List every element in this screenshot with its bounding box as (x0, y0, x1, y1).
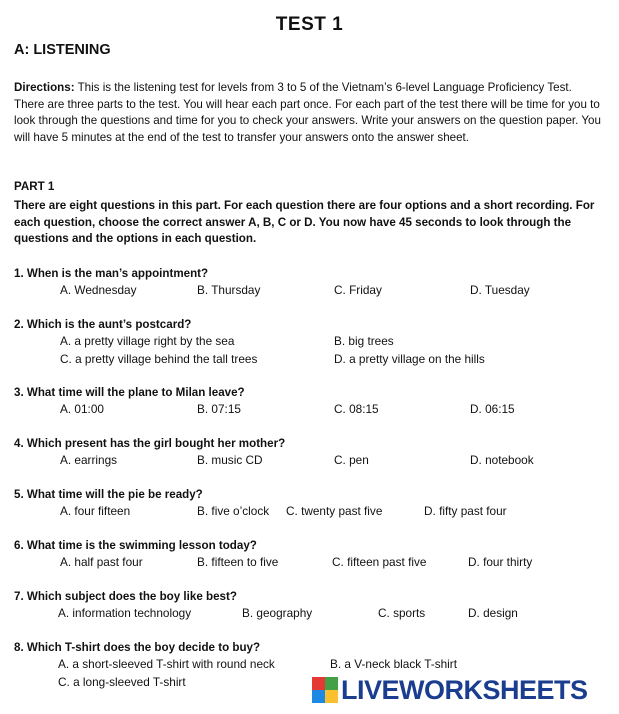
option-c[interactable]: C. a pretty village behind the tall trees (60, 352, 258, 366)
option-d[interactable]: D. design (468, 606, 518, 620)
liveworksheets-logo (312, 676, 588, 704)
logo-square-green (325, 677, 338, 690)
option-c[interactable]: C. fifteen past five (332, 555, 427, 569)
option-b[interactable]: B. geography (242, 606, 313, 620)
question-7 (14, 588, 614, 623)
option-d[interactable]: D. Tuesday (470, 283, 530, 297)
option-a[interactable]: A. 01:00 (60, 402, 104, 416)
option-d[interactable]: D. notebook (470, 453, 534, 467)
question-3 (14, 384, 614, 419)
option-row (14, 554, 614, 572)
option-c[interactable]: C. pen (334, 453, 369, 467)
logo-square-yellow (325, 690, 338, 703)
option-row (14, 656, 614, 674)
question-text: 4. Which present has the girl bought her mother? (14, 437, 286, 450)
option-b[interactable]: B. Thursday (197, 283, 261, 297)
section-heading: A: LISTENING (14, 42, 111, 58)
option-c[interactable]: C. twenty past five (286, 504, 383, 518)
option-a[interactable]: A. information technology (58, 606, 192, 620)
option-b[interactable]: B. fifteen to five (197, 555, 279, 569)
question-5 (14, 486, 614, 521)
option-c[interactable]: C. sports (378, 606, 426, 620)
option-a[interactable]: A. earrings (60, 453, 118, 467)
option-b[interactable]: B. 07:15 (197, 402, 241, 416)
test-title: TEST 1 (275, 14, 344, 35)
option-d[interactable]: D. a pretty village on the hills (334, 352, 485, 366)
directions-label: Directions: (14, 81, 75, 94)
question-text: 6. What time is the swimming lesson today? (14, 539, 257, 552)
option-d[interactable]: D. fifty past four (424, 504, 507, 518)
option-row (14, 452, 614, 470)
option-row (14, 605, 614, 623)
option-row (14, 401, 614, 419)
option-d[interactable]: D. 06:15 (470, 402, 515, 416)
option-d[interactable]: D. four thirty (468, 555, 533, 569)
option-c[interactable]: C. Friday (334, 283, 382, 297)
directions-text: This is the listening test for levels from 3 to 5 of the Vietnam’s 6-level Language Proficiency Test. There are three parts to the test. You will hear each part once. For each part of the test there will be time for you to look through the questions and time for you to check your answers. Write your answers on the question paper. You will have 5 minutes at the end of the test to transfer your answers onto the answer sheet. (14, 81, 601, 144)
liveworksheets-logo-icon (312, 677, 338, 703)
option-a[interactable]: A. half past four (60, 555, 143, 569)
option-row (14, 351, 614, 369)
liveworksheets-logo-text: LIVEWORKSHEETS (341, 675, 588, 705)
question-text: 1. When is the man’s appointment? (14, 267, 209, 280)
option-row (14, 503, 614, 521)
question-text: 7. Which subject does the boy like best? (14, 590, 237, 603)
question-text: 5. What time will the pie be ready? (14, 488, 203, 501)
option-a[interactable]: A. a pretty village right by the sea (60, 334, 235, 348)
option-a[interactable]: A. a short-sleeved T-shirt with round neck (58, 657, 275, 671)
question-6 (14, 537, 614, 572)
option-row (14, 282, 614, 300)
option-a[interactable]: A. Wednesday (60, 283, 137, 297)
question-text: 2. Which is the aunt’s postcard? (14, 318, 192, 331)
logo-square-blue (312, 690, 325, 703)
option-a[interactable]: A. four fifteen (60, 504, 131, 518)
option-c[interactable]: C. 08:15 (334, 402, 379, 416)
part-intro: There are eight questions in this part. For each question there are four options and a short recording. For each question, choose the correct answer A, B, C or D. You now have 45 seconds to look through the questions and the options in each question. (14, 199, 595, 246)
question-2 (14, 316, 614, 369)
part-title: PART 1 (14, 180, 55, 193)
option-b[interactable]: B. big trees (334, 334, 394, 348)
question-text: 8. Which T-shirt does the boy decide to buy? (14, 641, 261, 654)
question-text: 3. What time will the plane to Milan leave? (14, 386, 245, 399)
logo-square-red (312, 677, 325, 690)
option-b[interactable]: B. five o’clock (197, 504, 270, 518)
question-4 (14, 435, 614, 470)
option-c[interactable]: C. a long-sleeved T-shirt (58, 675, 186, 689)
directions-paragraph (14, 80, 604, 146)
option-row (14, 333, 614, 351)
question-1 (14, 265, 614, 300)
option-b[interactable]: B. music CD (197, 453, 263, 467)
option-b[interactable]: B. a V-neck black T-shirt (330, 657, 457, 671)
